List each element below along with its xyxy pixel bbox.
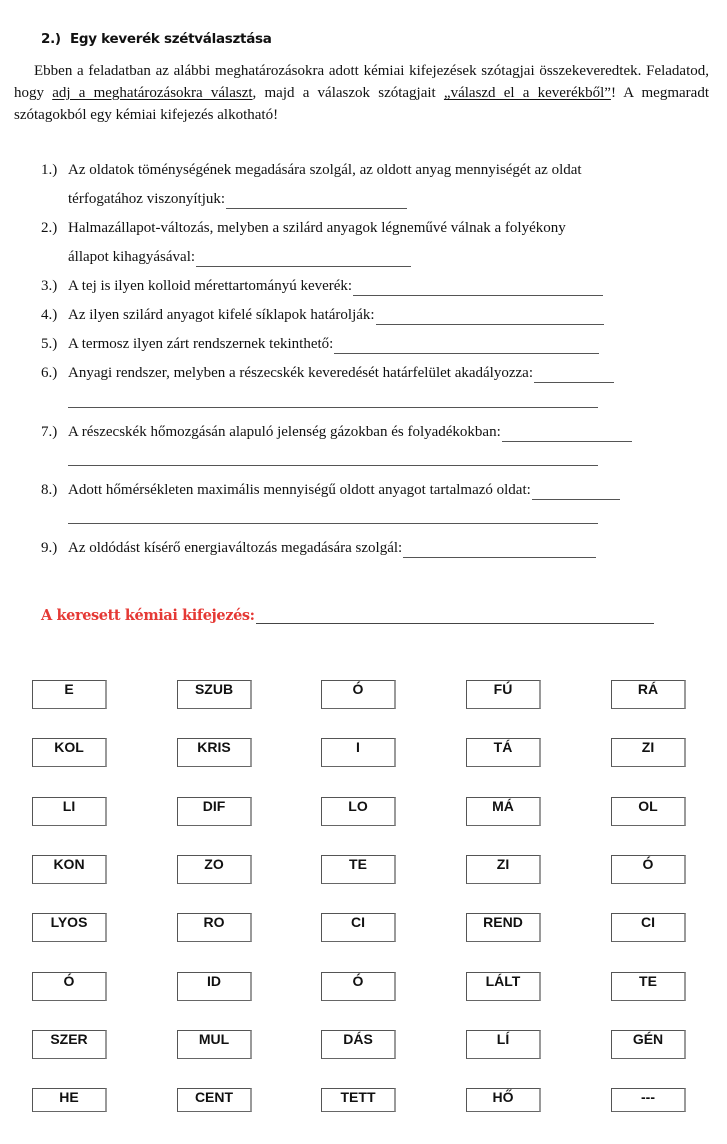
intro-text: , majd a válaszok szótagjait bbox=[252, 85, 444, 101]
intro-text: ! A megmaradt szótagokból egy kémiai kifejezés alkotható! bbox=[14, 85, 709, 123]
question-number: 8.) bbox=[41, 482, 58, 498]
answer-blank-8[interactable] bbox=[532, 485, 620, 500]
syllable-tile[interactable]: LÁLT bbox=[466, 972, 541, 1001]
final-answer-label: A keresett kémiai kifejezés: bbox=[41, 607, 255, 624]
syllable-tile[interactable]: MÁ bbox=[466, 797, 541, 826]
syllable-tile[interactable]: Ó bbox=[321, 680, 396, 709]
syllable-tile[interactable]: LYOS bbox=[32, 913, 107, 942]
task-title-text: Egy keverék szétválasztása bbox=[70, 31, 272, 47]
question-text bbox=[68, 160, 582, 180]
answer-blank-7[interactable] bbox=[502, 427, 632, 442]
syllable-tile[interactable]: ZI bbox=[466, 855, 541, 884]
intro-text: Ebben a feladatban az alábbi meghatározásokra adott kémiai kifejezések szótagjai összekeveredtek. Feladatod, hogy bbox=[14, 63, 709, 101]
question-answer-line bbox=[68, 363, 614, 383]
question-text-line: állapot kihagyásával: bbox=[68, 249, 196, 265]
question-text-line: A részecskék hőmozgásán alapuló jelenség gázokban és folyadékokban: bbox=[68, 424, 501, 440]
syllable-tile[interactable]: KON bbox=[32, 855, 107, 884]
answer-blank-9[interactable] bbox=[403, 543, 596, 558]
question-number: 6.) bbox=[41, 365, 58, 381]
syllable-tile[interactable]: LO bbox=[321, 797, 396, 826]
question-text-line: Halmazállapot-változás, melyben a szilárd anyagok légneművé válnak a folyékony bbox=[68, 220, 566, 236]
syllable-tile[interactable]: CENT bbox=[177, 1088, 252, 1112]
syllable-tile[interactable]: TÁ bbox=[466, 738, 541, 767]
syllable-tile[interactable]: SZUB bbox=[177, 680, 252, 709]
answer-blank-3[interactable] bbox=[353, 281, 603, 296]
syllable-tile[interactable]: HŐ bbox=[466, 1088, 541, 1112]
question-answer-line bbox=[68, 189, 407, 209]
answer-blank-6[interactable] bbox=[534, 368, 614, 383]
syllable-tile[interactable]: Ó bbox=[321, 972, 396, 1001]
question-number: 9.) bbox=[41, 540, 58, 556]
syllable-tile[interactable]: RÁ bbox=[611, 680, 686, 709]
question-text-line: Az ilyen szilárd anyagot kifelé síklapok határolják: bbox=[68, 307, 375, 323]
question-answer-line bbox=[68, 305, 604, 325]
syllable-tile[interactable]: FÚ bbox=[466, 680, 541, 709]
syllable-tile[interactable]: --- bbox=[611, 1088, 686, 1112]
syllable-tile[interactable]: DÁS bbox=[321, 1030, 396, 1059]
syllable-tile[interactable]: CI bbox=[321, 913, 396, 942]
syllable-tile[interactable]: I bbox=[321, 738, 396, 767]
question-number: 1.) bbox=[41, 162, 58, 178]
question-text bbox=[68, 218, 566, 238]
intro-paragraph bbox=[14, 60, 709, 126]
question-answer-line bbox=[68, 247, 411, 267]
syllable-tile[interactable]: LÍ bbox=[466, 1030, 541, 1059]
syllable-tile[interactable]: Ó bbox=[611, 855, 686, 884]
syllable-tile[interactable]: KRIS bbox=[177, 738, 252, 767]
intro-emphasis-1: adj a meghatározásokra választ bbox=[52, 85, 253, 101]
question-number: 3.) bbox=[41, 278, 58, 294]
answer-blank-7-continued[interactable] bbox=[68, 465, 598, 466]
question-answer-line bbox=[68, 276, 603, 296]
syllable-tile[interactable]: GÉN bbox=[611, 1030, 686, 1059]
question-text-line: Adott hőmérsékleten maximális mennyiségű oldott anyagot tartalmazó oldat: bbox=[68, 482, 531, 498]
answer-blank-4[interactable] bbox=[376, 310, 604, 325]
task-title bbox=[41, 31, 272, 47]
question-answer-line bbox=[68, 538, 596, 558]
syllable-tile[interactable]: REND bbox=[466, 913, 541, 942]
question-number: 4.) bbox=[41, 307, 58, 323]
answer-blank-1[interactable] bbox=[226, 194, 407, 209]
syllable-tile[interactable]: SZER bbox=[32, 1030, 107, 1059]
syllable-tile[interactable]: KOL bbox=[32, 738, 107, 767]
syllable-tile[interactable]: DIF bbox=[177, 797, 252, 826]
task-number: 2.) bbox=[41, 31, 61, 47]
syllable-tile[interactable]: TE bbox=[321, 855, 396, 884]
question-text-line: térfogatához viszonyítjuk: bbox=[68, 191, 226, 207]
question-number: 2.) bbox=[41, 220, 58, 236]
syllable-tile[interactable]: CI bbox=[611, 913, 686, 942]
answer-blank-8-continued[interactable] bbox=[68, 523, 598, 524]
syllable-tile[interactable]: Ó bbox=[32, 972, 107, 1001]
question-answer-line bbox=[68, 334, 599, 354]
syllable-tile[interactable]: RO bbox=[177, 913, 252, 942]
question-text-line: Az oldatok töménységének megadására szolgál, az oldott anyag mennyiségét az oldat bbox=[68, 162, 582, 178]
syllable-tile[interactable]: E bbox=[32, 680, 107, 709]
question-answer-line bbox=[68, 480, 620, 500]
answer-blank-5[interactable] bbox=[334, 339, 599, 354]
intro-emphasis-2: „válaszd el a keverékből” bbox=[443, 85, 611, 101]
syllable-tile[interactable]: ID bbox=[177, 972, 252, 1001]
question-text-line: A tej is ilyen kolloid mérettartományú keverék: bbox=[68, 278, 353, 294]
syllable-tile[interactable]: ZI bbox=[611, 738, 686, 767]
final-answer-row bbox=[41, 607, 654, 624]
syllable-tile[interactable]: HE bbox=[32, 1088, 107, 1112]
syllable-tile[interactable]: TE bbox=[611, 972, 686, 1001]
final-answer-blank[interactable] bbox=[256, 609, 654, 624]
question-answer-line bbox=[68, 422, 632, 442]
question-number: 5.) bbox=[41, 336, 58, 352]
syllable-tile[interactable]: MUL bbox=[177, 1030, 252, 1059]
syllable-tile[interactable]: TETT bbox=[321, 1088, 396, 1112]
answer-blank-2[interactable] bbox=[196, 252, 411, 267]
question-number: 7.) bbox=[41, 424, 58, 440]
syllable-tile[interactable]: ZO bbox=[177, 855, 252, 884]
syllable-tile[interactable]: LI bbox=[32, 797, 107, 826]
answer-blank-6-continued[interactable] bbox=[68, 407, 598, 408]
question-text-line: Az oldódást kísérő energiaváltozás megadására szolgál: bbox=[68, 540, 403, 556]
question-text-line: A termosz ilyen zárt rendszernek tekinthető: bbox=[68, 336, 334, 352]
question-text-line: Anyagi rendszer, melyben a részecskék keveredését határfelület akadályozza: bbox=[68, 365, 533, 381]
syllable-tile[interactable]: OL bbox=[611, 797, 686, 826]
